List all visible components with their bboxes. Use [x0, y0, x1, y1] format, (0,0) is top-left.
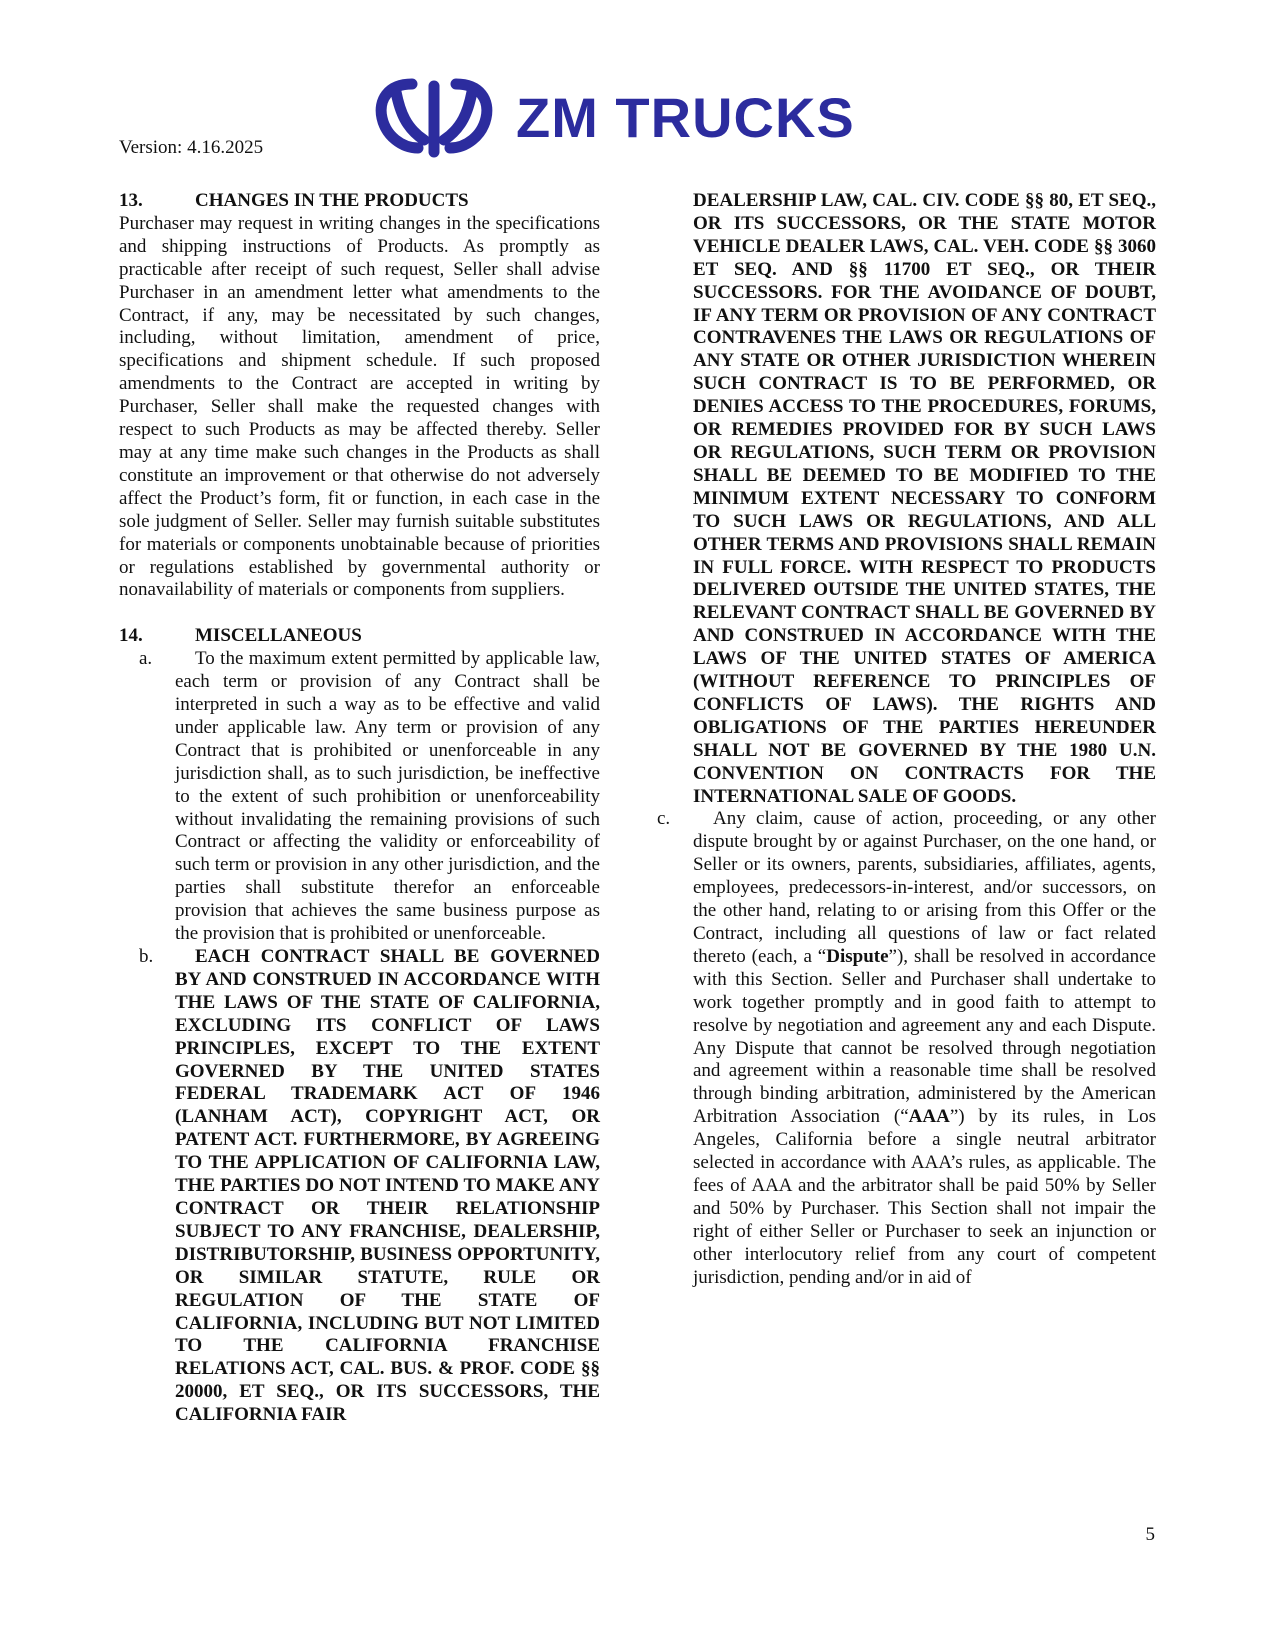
- clause-b-text-part1: EACH CONTRACT SHALL BE GOVERNED BY AND CONSTRUED IN ACCORDANCE WITH THE LAWS OF THE STATE OF CALIFORNIA, EXCLUDING ITS CONFLICT OF LAWS PRINCIPLES, EXCEPT TO THE EXTENT GOVERNED BY THE UNITED STATES FEDERAL TRADEMARK ACT OF 1946 (LANHAM ACT), COPYRIGHT ACT, OR PATENT ACT. FURTHERMORE, BY AGREEING TO THE APPLICATION OF CALIFORNIA LAW, THE PARTIES DO NOT INTEND TO MAKE ANY CONTRACT OR THEIR RELATIONSHIP SUBJECT TO ANY FRANCHISE, DEALERSHIP, DISTRIBUTORSHIP, BUSINESS OPPORTUNITY, OR SIMILAR STATUTE, RULE OR REGULATION OF THE STATE OF CALIFORNIA, INCLUDING BUT NOT LIMITED TO THE CALIFORNIA FRANCHISE RELATIONS ACT, CAL. BUS. & PROF. CODE §§ 20000, ET SEQ., OR ITS SUCCESSORS, THE CALIFORNIA FAIR: [175, 946, 600, 1426]
- section-14-heading: [119, 625, 600, 648]
- left-column: [119, 190, 600, 1427]
- clause-label: b.: [139, 946, 154, 967]
- defined-term-aaa: AAA: [908, 1106, 950, 1128]
- right-column: [657, 190, 1156, 1290]
- section-number: 13.: [119, 190, 143, 211]
- page-number: 5: [1145, 1524, 1155, 1545]
- clause-c-text-2: ”), shall be resolved in accordance with this Section. Seller and Purchaser shall undertake to work together promptly and in good faith to attempt to resolve by negotiation and agreement any and each Dispute. Any Dispute that cannot be resolved through negotiation and agreement within a reasonable time shall be resolved through binding arbitration, administered by the American Arbitration Association (“: [693, 945, 1156, 1128]
- section-number: 14.: [119, 625, 143, 647]
- section-13-body: Purchaser may request in writing changes in the specifications and shipping instructions of Products. As promptly as practicable after receipt of such request, Seller shall advise Purchaser in an amendment letter what amendments to the Contract, if any, may be necessitated by such changes, including, without limitation, amendment of price, specifications and shipment schedule. If such proposed amendments to the Contract are accepted in writing by Purchaser, Seller shall make the requested changes with respect to such Products as may be affected thereby. Seller may at any time make such changes in the Products as shall constitute an improvement or that otherwise do not adversely affect the Product’s form, fit or function, in each case in the sole judgment of Seller. Seller may furnish suitable substitutes for materials or components unobtainable because of priorities or regulations established by governmental authority or nonavailability of materials or components from suppliers.: [119, 212, 600, 601]
- clause-c-text: [693, 808, 1156, 1289]
- defined-term-dispute: Dispute: [826, 945, 889, 967]
- logo-wordmark: ZM TRUCKS: [516, 86, 855, 149]
- clause-label: c.: [657, 808, 671, 830]
- version-label: Version: 4.16.2025: [119, 137, 264, 158]
- clause-label: a.: [139, 648, 153, 670]
- clause-c-text-3: ”) by its rules, in Los Angeles, California before a single neutral arbitrator selected in accordance with AAA’s rules, as applicable. The fees of AAA and the arbitrator shall be paid 50% by Seller and 50% by Purchaser. This Section shall not impair the right of either Seller or Purchaser to seek an injunction or other interlocutory relief from any court of competent jurisdiction, pending and/or in aid of: [693, 1106, 1156, 1288]
- clause-c-text-1: Any claim, cause of action, proceeding, or any other dispute brought by or against Purchaser, on the one hand, or Seller or its owners, parents, subsidiaries, affiliates, agents, employees, predecessors-in-interest, and/or successors, on the other hand, relating to or arising from this Offer or the Contract, including all questions of law or fact related thereto (each, a “: [693, 808, 1156, 967]
- section-title: CHANGES IN THE PRODUCTS: [195, 190, 469, 211]
- section-title: MISCELLANEOUS: [195, 625, 362, 647]
- clause-a: [119, 648, 600, 946]
- clause-c: [657, 808, 1156, 1289]
- zm-trucks-logo-icon: [372, 78, 496, 158]
- section-13-heading: [119, 190, 600, 213]
- clause-b: [119, 946, 600, 1427]
- clause-b-text-part2: DEALERSHIP LAW, CAL. CIV. CODE §§ 80, ET SEQ., OR ITS SUCCESSORS, OR THE STATE MOTOR VEHICLE DEALER LAWS, CAL. VEH. CODE §§ 3060 ET SEQ. AND §§ 11700 ET SEQ., OR THEIR SUCCESSORS. FOR THE AVOIDANCE OF DOUBT, IF ANY TERM OR PROVISION OF ANY CONTRACT CONTRAVENES THE LAWS OR REGULATIONS OF ANY STATE OR OTHER JURISDICTION WHEREIN SUCH CONTRACT IS TO BE PERFORMED, OR DENIES ACCESS TO THE PROCEDURES, FORUMS, OR REMEDIES PROVIDED FOR BY SUCH LAWS OR REGULATIONS, SUCH TERM OR PROVISION SHALL BE DEEMED TO BE MODIFIED TO THE MINIMUM EXTENT NECESSARY TO CONFORM TO SUCH LAWS OR REGULATIONS, AND ALL OTHER TERMS AND PROVISIONS SHALL REMAIN IN FULL FORCE. WITH RESPECT TO PRODUCTS DELIVERED OUTSIDE THE UNITED STATES, THE RELEVANT CONTRACT SHALL BE GOVERNED BY AND CONSTRUED IN ACCORDANCE WITH THE LAWS OF THE UNITED STATES OF AMERICA (WITHOUT REFERENCE TO PRINCIPLES OF CONFLICTS OF LAWS). THE RIGHTS AND OBLIGATIONS OF THE PARTIES HEREUNDER SHALL NOT BE GOVERNED BY THE 1980 U.N. CONVENTION ON CONTRACTS FOR THE INTERNATIONAL SALE OF GOODS.: [693, 190, 1156, 807]
- clause-a-text: To the maximum extent permitted by applicable law, each term or provision of any Contract shall be interpreted in such a way as to be effective and valid under applicable law. Any term or provision of any Contract that is prohibited or unenforceable in any jurisdiction shall, as to such jurisdiction, be ineffective to the extent of such prohibition or unenforceability without invalidating the remaining provisions of such Contract or affecting the validity or enforceability of such term or provision in any other jurisdiction, and the parties shall substitute therefor an enforceable provision that achieves the same business purpose as the provision that is prohibited or unenforceable.: [175, 648, 600, 945]
- company-logo: [372, 78, 855, 158]
- section-spacer: [119, 602, 600, 625]
